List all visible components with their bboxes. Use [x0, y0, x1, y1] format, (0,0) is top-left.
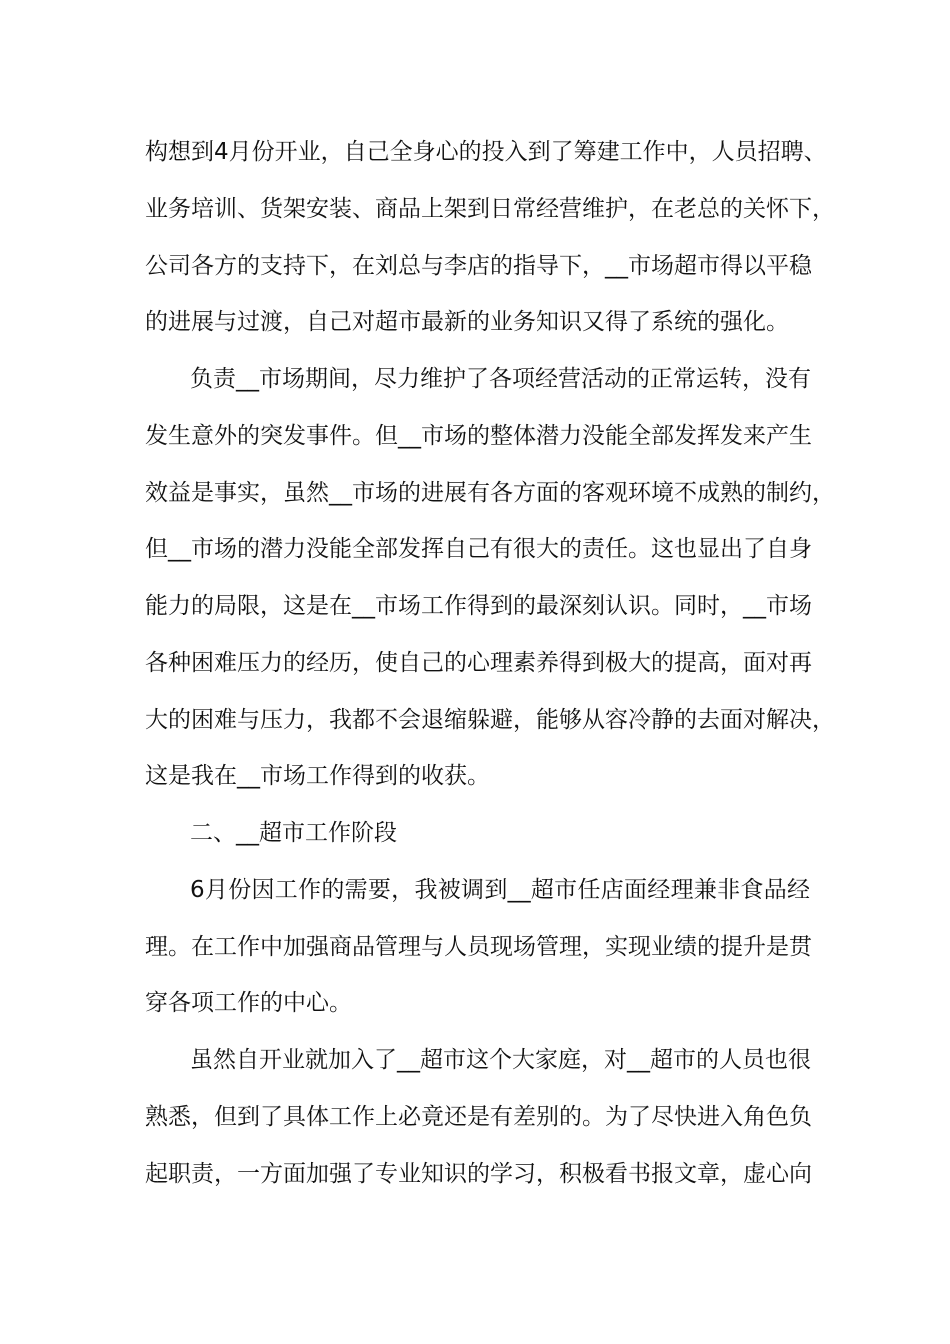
section-heading: 二、__超市工作阶段 [190, 820, 397, 846]
text-line: 起职责，一方面加强了专业知识的学习，积极看书报文章，虚心向 [145, 1161, 812, 1187]
paragraph-first-line: 6月份因工作的需要，我被调到__超市任店面经理兼非食品经 [190, 877, 810, 903]
paragraph-first-line: 虽然自开业就加入了__超市这个大家庭，对__超市的人员也很 [190, 1047, 811, 1073]
text-line: 公司各方的支持下，在刘总与李店的指导下，__市场超市得以平稳 [145, 253, 812, 279]
text-line: 大的困难与压力，我都不会退缩躲避，能够从容冷静的去面对解决， [145, 707, 835, 733]
text-line: 各种困难压力的经历，使自己的心理素养得到极大的提高，面对再 [145, 650, 812, 676]
text-line: 业务培训、货架安装、商品上架到日常经营维护，在老总的关怀下， [145, 196, 835, 222]
text-line: 理。在工作中加强商品管理与人员现场管理，实现业绩的提升是贯 [145, 934, 812, 960]
paragraph-first-line: 负责__市场期间，尽力维护了各项经营活动的正常运转，没有 [190, 366, 811, 392]
text-line: 发生意外的突发事件。但__市场的整体潜力没能全部发挥发来产生 [145, 423, 812, 449]
text-line: 熟悉，但到了具体工作上必竟还是有差别的。为了尽快进入角色负 [145, 1104, 812, 1130]
text-line: 这是我在__市场工作得到的收获。 [145, 763, 490, 789]
text-line: 构想到4月份开业，自己全身心的投入到了筹建工作中，人员招聘、 [145, 139, 827, 165]
text-line: 穿各项工作的中心。 [145, 990, 352, 1016]
text-line: 效益是事实，虽然__市场的进展有各方面的客观环境不成熟的制约， [145, 480, 835, 506]
text-line: 的进展与过渡，自己对超市最新的业务知识又得了系统的强化。 [145, 309, 789, 335]
text-line: 能力的局限，这是在__市场工作得到的最深刻认识。同时，__市场 [145, 593, 812, 619]
text-line: 但__市场的潜力没能全部发挥自己有很大的责任。这也显出了自身 [145, 536, 812, 562]
